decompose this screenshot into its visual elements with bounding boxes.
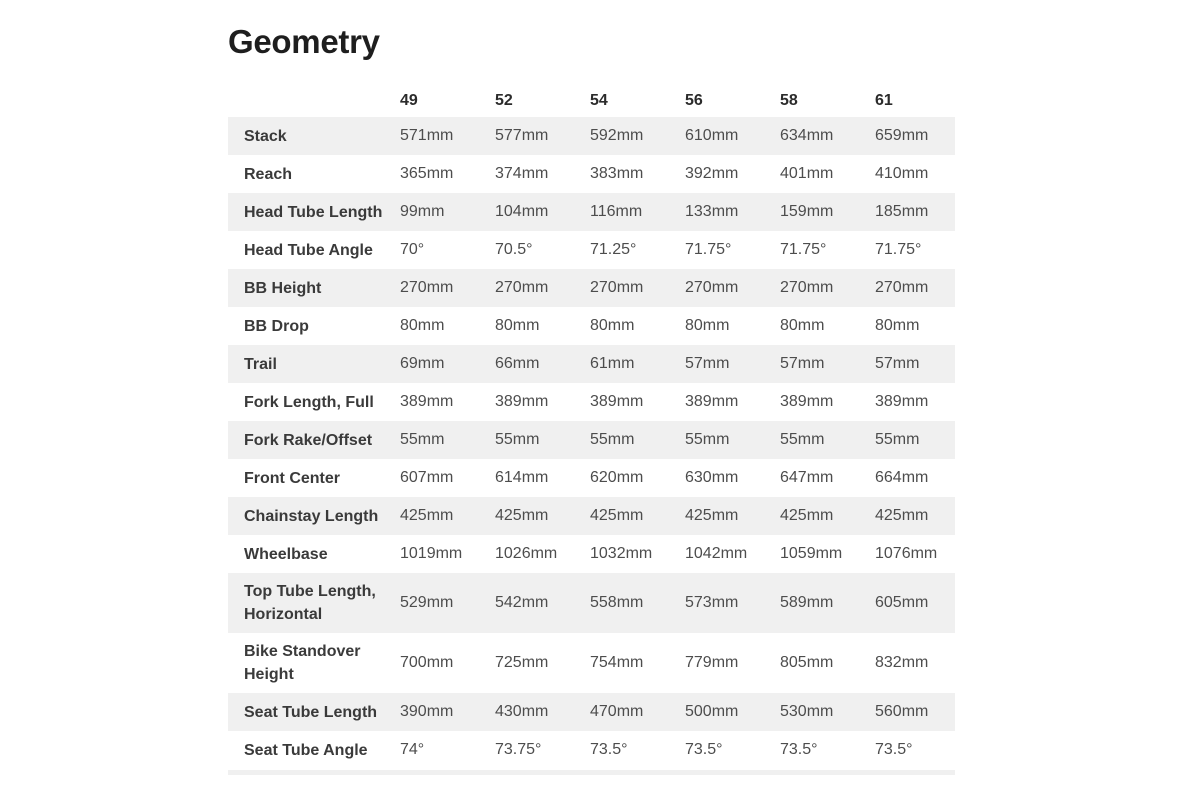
geometry-table: [228, 73, 955, 775]
row-value: 55mm: [495, 431, 540, 448]
row-value: 70.5°: [495, 241, 533, 258]
row-value: 620mm: [590, 469, 644, 486]
row-value: 389mm: [685, 393, 739, 410]
table-row: [228, 421, 955, 459]
row-value: 270mm: [875, 279, 929, 296]
row-value: 270mm: [590, 279, 644, 296]
row-value: 390mm: [400, 703, 454, 720]
table-row: [228, 633, 955, 693]
column-header: 56: [685, 92, 703, 109]
table-row: [228, 731, 955, 769]
row-value: 80mm: [780, 317, 825, 334]
geometry-table-body: [228, 117, 955, 769]
row-value: 80mm: [875, 317, 920, 334]
row-value: 500mm: [685, 703, 739, 720]
row-value: 530mm: [780, 703, 834, 720]
row-value: 389mm: [875, 393, 929, 410]
table-row: [228, 535, 955, 573]
row-value: 185mm: [875, 203, 929, 220]
table-row: [228, 497, 955, 535]
row-value: 73.5°: [780, 741, 818, 758]
row-value: 73.5°: [685, 741, 723, 758]
column-header: 58: [780, 92, 798, 109]
row-value: 589mm: [780, 594, 834, 611]
row-value: 55mm: [875, 431, 920, 448]
column-header: 61: [875, 92, 893, 109]
row-value: 365mm: [400, 165, 454, 182]
row-value: 832mm: [875, 654, 929, 671]
row-value: 80mm: [400, 317, 445, 334]
row-value: 116mm: [590, 203, 643, 220]
row-value: 630mm: [685, 469, 739, 486]
row-label: Top Tube Length, Horizontal: [244, 583, 376, 623]
row-value: 700mm: [400, 654, 454, 671]
row-value: 159mm: [780, 203, 834, 220]
table-row: [228, 459, 955, 497]
row-value: 614mm: [495, 469, 549, 486]
row-value: 560mm: [875, 703, 929, 720]
row-value: 1042mm: [685, 545, 748, 562]
row-value: 529mm: [400, 594, 454, 611]
row-value: 104mm: [495, 203, 549, 220]
row-label: Trail: [244, 355, 277, 373]
row-label: Head Tube Angle: [244, 241, 373, 259]
table-row: [228, 193, 955, 231]
row-value: 1076mm: [875, 545, 938, 562]
row-value: 270mm: [495, 279, 549, 296]
row-value: 71.25°: [590, 241, 637, 258]
row-value: 573mm: [685, 594, 739, 611]
row-label: Reach: [244, 165, 293, 183]
row-value: 61mm: [590, 355, 635, 372]
row-value: 571mm: [400, 127, 454, 144]
row-value: 392mm: [685, 165, 739, 182]
row-value: 133mm: [685, 203, 739, 220]
row-value: 664mm: [875, 469, 929, 486]
row-value: 383mm: [590, 165, 644, 182]
page-title: Geometry: [228, 23, 380, 60]
row-value: 389mm: [495, 393, 549, 410]
row-value: 659mm: [875, 127, 929, 144]
row-value: 542mm: [495, 594, 549, 611]
row-value: 57mm: [685, 355, 730, 372]
row-value: 80mm: [590, 317, 635, 334]
row-value: 425mm: [495, 507, 549, 524]
row-value: 70°: [400, 241, 425, 258]
table-row: [228, 231, 955, 269]
table-row: [228, 693, 955, 731]
row-label: Seat Tube Length: [244, 703, 378, 721]
row-value: 55mm: [590, 431, 635, 448]
row-value: 80mm: [685, 317, 730, 334]
row-value: 470mm: [590, 703, 644, 720]
row-value: 805mm: [780, 654, 834, 671]
row-value: 425mm: [685, 507, 739, 524]
row-value: 401mm: [780, 165, 834, 182]
row-label: Stack: [244, 127, 287, 145]
row-value: 577mm: [495, 127, 549, 144]
row-value: 66mm: [495, 355, 540, 372]
row-value: 73.75°: [495, 741, 542, 758]
row-value: 270mm: [400, 279, 454, 296]
row-value: 71.75°: [875, 241, 922, 258]
row-value: 270mm: [780, 279, 834, 296]
row-value: 610mm: [685, 127, 739, 144]
row-value: 754mm: [590, 654, 644, 671]
row-label: Bike Standover Height: [244, 643, 361, 683]
row-value: 374mm: [495, 165, 549, 182]
row-value: 410mm: [875, 165, 929, 182]
row-label: Fork Rake/Offset: [244, 431, 373, 449]
row-value: 1019mm: [400, 545, 463, 562]
row-value: 55mm: [685, 431, 730, 448]
row-value: 1032mm: [590, 545, 653, 562]
row-label: Head Tube Length: [244, 203, 383, 221]
row-value: 725mm: [495, 654, 549, 671]
table-row: [228, 345, 955, 383]
row-value: 634mm: [780, 127, 834, 144]
row-value: 592mm: [590, 127, 644, 144]
row-value: 389mm: [590, 393, 644, 410]
row-value: 389mm: [400, 393, 454, 410]
table-row: [228, 155, 955, 193]
geometry-section: [228, 0, 955, 775]
row-value: 1059mm: [780, 545, 843, 562]
table-row: [228, 573, 955, 633]
row-value: 425mm: [590, 507, 644, 524]
column-header: 49: [400, 92, 418, 109]
row-label: Wheelbase: [244, 545, 328, 563]
row-value: 55mm: [780, 431, 825, 448]
row-label: Chainstay Length: [244, 507, 379, 525]
row-value: 71.75°: [780, 241, 827, 258]
row-value: 71.75°: [685, 241, 732, 258]
row-value: 607mm: [400, 469, 454, 486]
row-value: 1026mm: [495, 545, 558, 562]
row-value: 73.5°: [875, 741, 913, 758]
row-value: 80mm: [495, 317, 540, 334]
row-value: 425mm: [400, 507, 454, 524]
row-value: 558mm: [590, 594, 644, 611]
column-header: 52: [495, 92, 513, 109]
table-row: [228, 383, 955, 421]
row-value: 69mm: [400, 355, 445, 372]
row-label: Seat Tube Angle: [244, 741, 368, 759]
table-bottom-partial-row: [228, 770, 955, 775]
row-value: 270mm: [685, 279, 739, 296]
row-label: Front Center: [244, 469, 340, 487]
row-value: 647mm: [780, 469, 834, 486]
row-value: 425mm: [875, 507, 929, 524]
row-value: 55mm: [400, 431, 445, 448]
row-value: 389mm: [780, 393, 834, 410]
row-value: 779mm: [685, 654, 739, 671]
row-value: 605mm: [875, 594, 929, 611]
table-row: [228, 307, 955, 345]
row-label: BB Height: [244, 279, 322, 297]
table-row: [228, 269, 955, 307]
table-header-row: [228, 73, 955, 117]
row-value: 57mm: [780, 355, 825, 372]
row-value: 99mm: [400, 203, 445, 220]
row-value: 57mm: [875, 355, 920, 372]
row-value: 73.5°: [590, 741, 628, 758]
table-row: [228, 117, 955, 155]
column-header: 54: [590, 92, 608, 109]
row-value: 430mm: [495, 703, 549, 720]
row-label: BB Drop: [244, 317, 309, 335]
row-value: 74°: [400, 741, 425, 758]
row-label: Fork Length, Full: [244, 393, 374, 411]
row-value: 425mm: [780, 507, 834, 524]
